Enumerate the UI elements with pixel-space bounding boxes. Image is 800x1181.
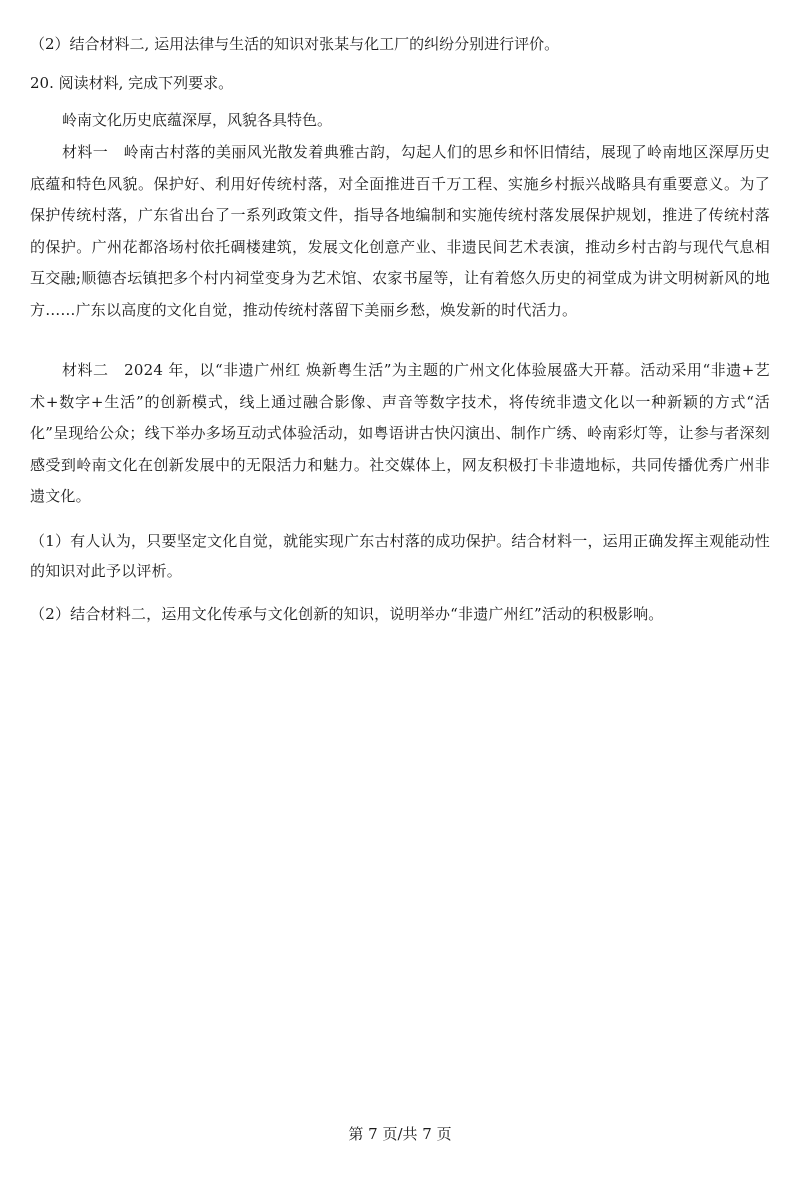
page-number-footer: 第 7 页/共 7 页 <box>348 1125 452 1143</box>
question-20-heading: 20. 阅读材料, 完成下列要求。 <box>30 74 234 92</box>
question-20-part-2: （2）结合材料二，运用文化传承与文化创新的知识，说明举办“非遗广州红”活动的积极影响。 <box>30 605 664 623</box>
question-20-intro: 岭南文化历史底蕴深厚，风貌各具特色。 <box>62 111 333 129</box>
question-20-part-1: （1）有人认为，只要坚定文化自觉，就能实现广东古村落的成功保护。结合材料一，运用正确发挥主观能动性的知识对此予以评析。 <box>30 532 770 580</box>
material-2-paragraph: 材料二 2024 年，以“非遗广州红 焕新粤生活”为主题的广州文化体验展盛大开幕。活动采用“非遗+艺术+数字+生活”的创新模式，线上通过融合影像、声音等数字技术，将传统非遗文化以一种新颖的方式“活化”呈现给公众；线下举办多场互动式体验活动，如粤语讲古快闪演出、制作广绣、岭南彩灯等，让参与者深刻感受到岭南文化在创新发展中的无限活力和魅力。社交媒体上，网友积极打卡非遗地标，共同传播优秀广州非遗文化。 <box>30 361 770 505</box>
material-1-paragraph: 材料一 岭南古村落的美丽风光散发着典雅古韵，勾起人们的思乡和怀旧情结，展现了岭南地区深厚历史底蕴和特色风貌。保护好、利用好传统村落，对全面推进百千万工程、实施乡村振兴战略具有重要意义。为了保护传统村落，广东省出台了一系列政策文件，指导各地编制和实施传统村落发展保护规划，推进了传统村落的保护。广州花都洛场村依托碉楼建筑，发展文化创意产业、非遗民间艺术表演，推动乡村古韵与现代气息相互交融;顺德杏坛镇把多个村内祠堂变身为艺术馆、农家书屋等，让有着悠久历史的祠堂成为讲文明树新风的地方……广东以高度的文化自觉，推动传统村落留下美丽乡愁，焕发新的时代活力。 <box>30 143 770 319</box>
question-19-part-2: （2）结合材料二, 运用法律与生活的知识对张某与化工厂的纠纷分别进行评价。 <box>30 35 560 53</box>
